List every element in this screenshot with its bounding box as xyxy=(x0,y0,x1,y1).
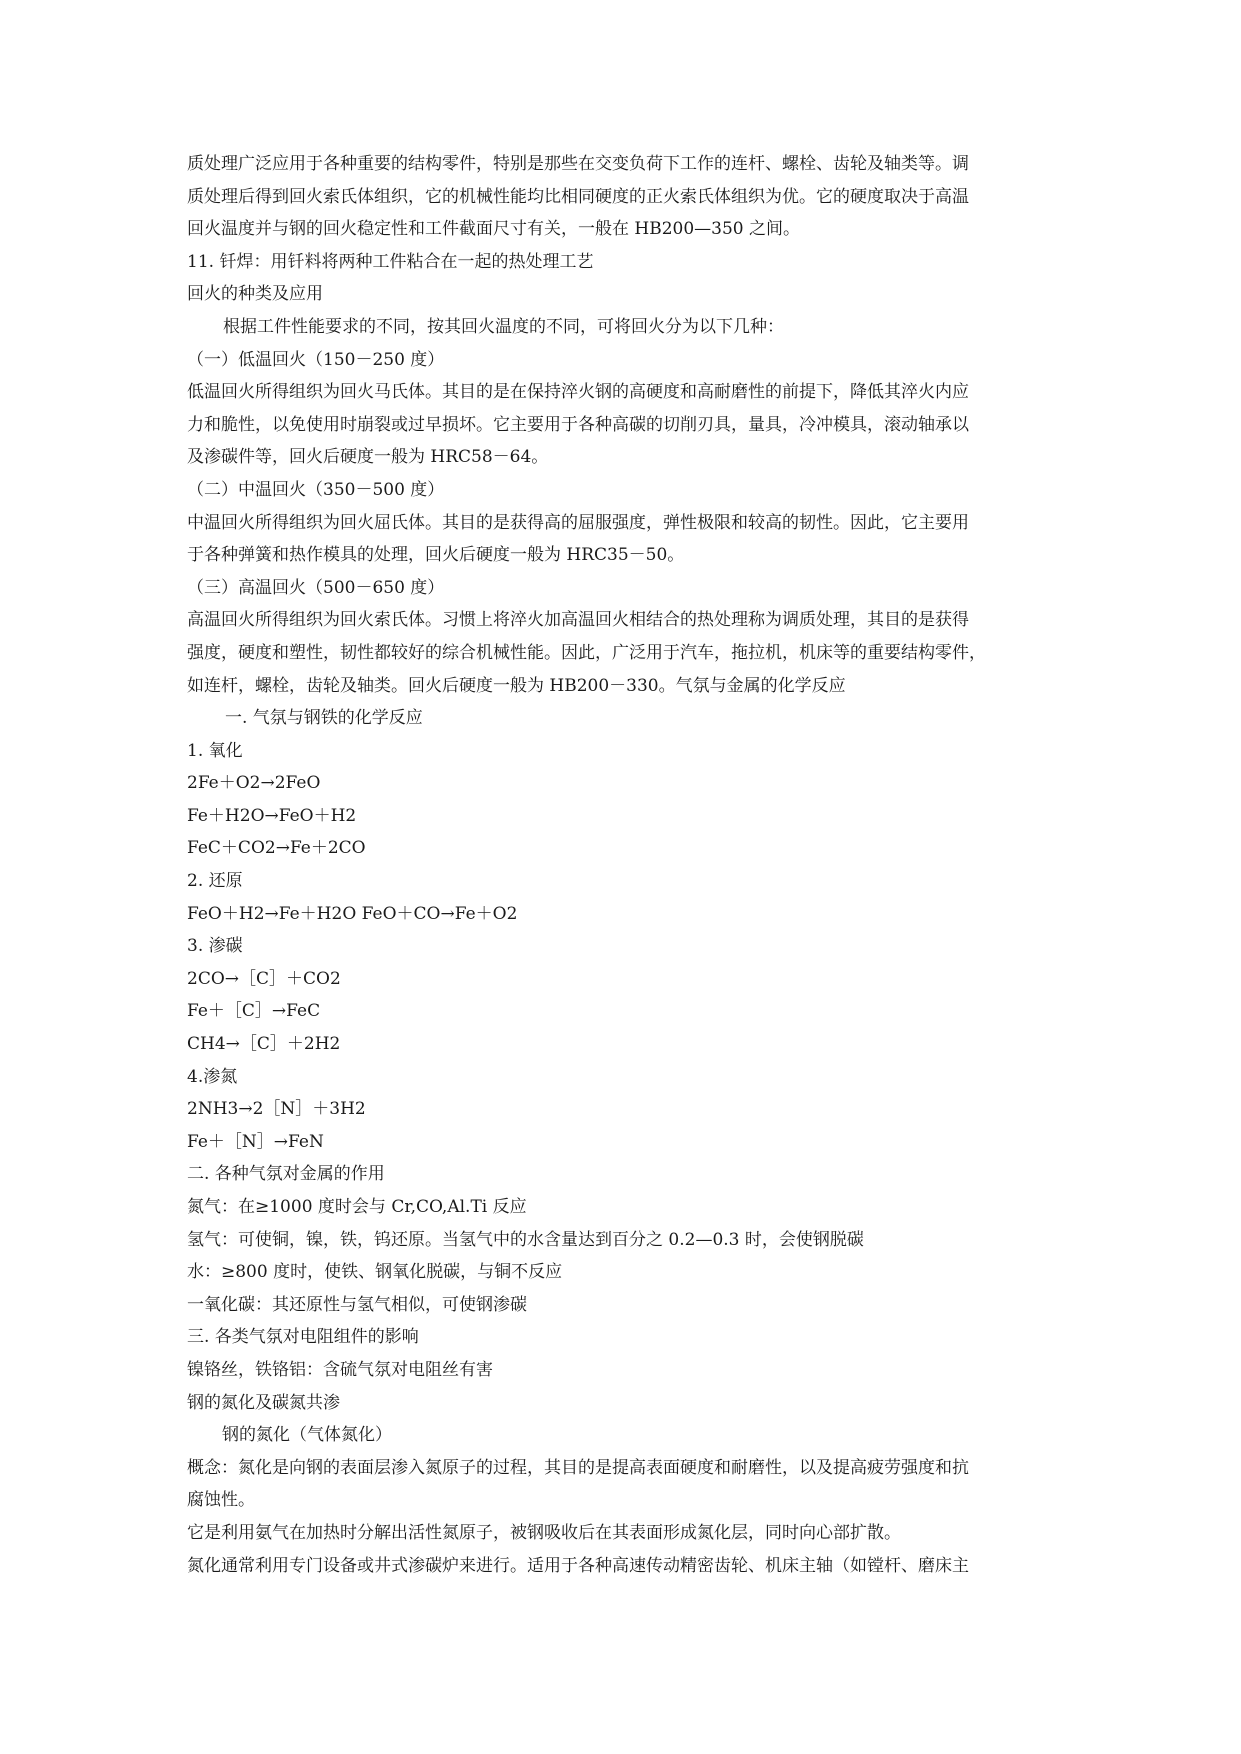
text-line: 氮气：在≥1000 度时会与 Cr,CO,Al.Ti 反应 xyxy=(187,1197,527,1217)
equation-line: CH4→［C］＋2H2 xyxy=(187,1034,341,1055)
text-line: 中温回火所得组织为回火屈氏体。其目的是获得高的屈服强度，弹性极限和较高的韧性。因此，它主要用 xyxy=(187,512,969,533)
text-line: 高温回火所得组织为回火索氏体。习惯上将淬火加高温回火相结合的热处理称为调质处理，其目的是获得 xyxy=(187,610,969,631)
equation-line: Fe＋H2O→FeO＋H2 xyxy=(187,805,357,826)
section-heading: 三. 各类气氛对电阻组件的影响 xyxy=(187,1327,419,1348)
text-line: 一氧化碳：其还原性与氢气相似，可使钢渗碳 xyxy=(187,1294,527,1315)
text-line: 及渗碳件等，回火后硬度一般为 HRC58－64。 xyxy=(187,447,549,468)
list-item: 1. 氧化 xyxy=(187,740,243,761)
list-item: 3. 渗碳 xyxy=(187,936,243,957)
text-line: 低温回火所得组织为回火马氏体。其目的是在保持淬火钢的高硬度和高耐磨性的前提下，降低其淬火内应 xyxy=(187,382,969,403)
equation-line: FeC＋CO2→Fe＋2CO xyxy=(187,838,366,859)
text-line: 力和脆性，以免使用时崩裂或过早损坏。它主要用于各种高碳的切削刃具，量具，冷冲模具，滚动轴承以 xyxy=(187,414,969,435)
section-heading: 二. 各种气氛对金属的作用 xyxy=(187,1164,385,1185)
document-body xyxy=(187,148,1055,1582)
equation-line: Fe＋［C］→FeC xyxy=(187,1001,321,1022)
subsection-heading: （二）中温回火（350－500 度） xyxy=(187,479,445,500)
list-item: 4.渗氮 xyxy=(187,1066,238,1087)
subsection-heading: （三）高温回火（500－650 度） xyxy=(187,577,445,598)
text-line: 镍铬丝，铁铬铝：含硫气氛对电阻丝有害 xyxy=(187,1359,493,1380)
text-line: 质处理广泛应用于各种重要的结构零件，特别是那些在交变负荷下工作的连杆、螺栓、齿轮及轴类等。调 xyxy=(187,154,969,174)
text-line: 它是利用氨气在加热时分解出活性氮原子，被钢吸收后在其表面形成氮化层，同时向心部扩散。 xyxy=(187,1522,901,1543)
section-heading: 一. 气氛与钢铁的化学反应 xyxy=(225,708,423,729)
section-heading: 钢的氮化及碳氮共渗 xyxy=(187,1392,340,1413)
text-line: 根据工件性能要求的不同，按其回火温度的不同，可将回火分为以下几种： xyxy=(223,316,784,337)
equation-line: 2CO→［C］＋CO2 xyxy=(187,968,341,989)
text-line: 氢气：可使铜，镍，铁，钨还原。当氢气中的水含量达到百分之 0.2—0.3 时，会使钢脱碳 xyxy=(187,1229,864,1250)
subsection-heading: 钢的氮化（气体氮化） xyxy=(222,1425,392,1446)
text-line: 于各种弹簧和热作模具的处理，回火后硬度一般为 HRC35－50。 xyxy=(187,545,685,566)
text-line: 强度，硬度和塑性，韧性都较好的综合机械性能。因此，广泛用于汽车，拖拉机，机床等的重要结构零件， xyxy=(187,642,986,663)
text-line: 腐蚀性。 xyxy=(187,1490,255,1511)
text-line: 氮化通常利用专门设备或井式渗碳炉来进行。适用于各种高速传动精密齿轮、机床主轴（如镗杆、磨床主 xyxy=(187,1555,969,1576)
text-line: 回火温度并与钢的回火稳定性和工件截面尺寸有关，一般在 HB200—350 之间。 xyxy=(187,219,801,240)
equation-line: FeO＋H2→Fe＋H2O FeO＋CO→Fe＋O2 xyxy=(187,903,518,924)
text-line: 质处理后得到回火索氏体组织，它的机械性能均比相同硬度的正火索氏体组织为优。它的硬度取决于高温 xyxy=(187,186,969,207)
list-item: 2. 还原 xyxy=(187,871,243,892)
equation-line: 2NH3→2［N］＋3H2 xyxy=(187,1099,366,1120)
text-line: 水：≥800 度时，使铁、钢氧化脱碳，与铜不反应 xyxy=(187,1262,563,1283)
text-line: 如连杆，螺栓，齿轮及轴类。回火后硬度一般为 HB200－330。气氛与金属的化学反应 xyxy=(187,675,846,696)
text-line: 概念：氮化是向钢的表面层渗入氮原子的过程，其目的是提高表面硬度和耐磨性，以及提高疲劳强度和抗 xyxy=(187,1457,969,1478)
subsection-heading: （一）低温回火（150－250 度） xyxy=(187,349,445,370)
equation-line: 2Fe＋O2→2FeO xyxy=(187,773,321,794)
equation-line: Fe＋［N］→FeN xyxy=(187,1131,324,1152)
section-heading: 回火的种类及应用 xyxy=(187,284,323,305)
section-item: 11. 钎焊：用钎料将两种工件粘合在一起的热处理工艺 xyxy=(187,251,594,272)
